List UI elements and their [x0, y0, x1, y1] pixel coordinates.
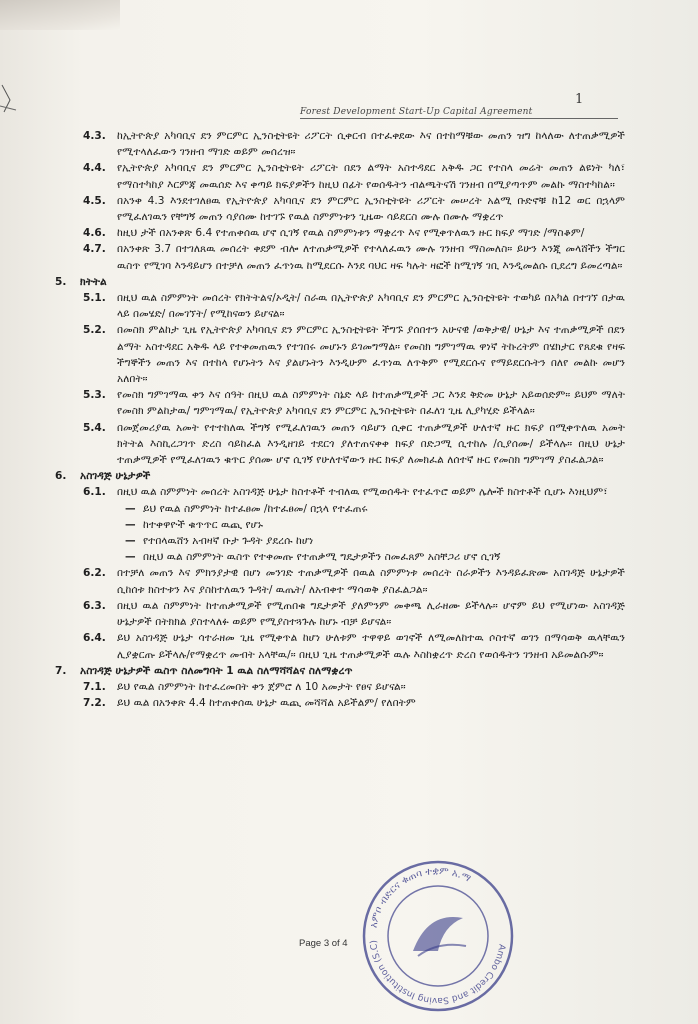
document-body — [55, 128, 625, 711]
clause-text: አስገዳጅ ሁኔታዎች — [80, 470, 151, 483]
clause-item — [55, 565, 625, 597]
page-fold — [0, 0, 120, 30]
bullet-dash: — — [125, 502, 136, 515]
clause-number: 6.1. — [83, 486, 106, 499]
clause-text: አስገዳጅ ሁኔታዎች ዉስጥ ስለመግባት 1 ዉል ስለማሻሻልና ስለማቋረጥ — [80, 664, 353, 677]
clause-number: 6. — [55, 470, 67, 483]
bullet-text: የተበላዉሸን አብዛኛ ቡታ ጉዳት ያደረሱ ከሆነ — [143, 535, 314, 548]
bullet-item — [55, 517, 625, 533]
clause-text: ይህ ዉል በአንቀጽ 4.4 ከተጠቀሰዉ ሁኔታ ዉጪ መሻሻል አይችልም/ የለበትም — [117, 697, 416, 710]
clause-item — [55, 420, 625, 469]
clause-text: በመጀመሪያዉ አመት የተተከለዉ ችግኝ የሚፈለገዉን መጠን ሳይሆን ሲቀር ተጠቃሚዎች ሁለተኛ ዙር ክፍያ በሚቀጥለዉ አመት ክትትል እስኪረጋገጥ ድረስ ሳይከፈል እንዲዘገይ ተደርጎ ያለተጠናቀቀ ክፍያ በድጋሚ ሲተከሉ /ሲያሰሙ/ ይችላሉ። በዚህ ሁኔታ ተጠቃሚዎች የሚፈለገዉን ቁጥር ያሰሙ ሆኖ ሲገኝ የሁለተኛውን ዙር ክፍያ ለመክፈል ለሰተኛ ዙር የመስክ ግምገማ ያስፈልጋል። — [117, 421, 625, 467]
clause-item — [55, 225, 625, 241]
clause-item — [55, 387, 625, 419]
clause-text: የኢትዮጵያ አካባቢና ደን ምርምር ኢንስቲትዩት ሪፖርት በደን ልማት አስተዳደር አቅዱ ጋር የተስላ መሬት መጠን ልዩነት ካለ፣ የማስተካከያ እርምጃ መዉሰድ እና ቀጣይ ክፍያዎችን ከዚህ በፊት የወሰዱትን ብልጫትናሽ ገንዘብ በሚያጣጥም መልኩ ማስተካከል። — [117, 162, 625, 191]
bullet-dash: — — [125, 535, 136, 548]
top-page-number: 1 — [575, 92, 584, 107]
clause-text: በአንቀጽ 3.7 በተገለጸዉ መሰረት ቀደም ብሎ ለተጠቃሚዎች የተላለፈዉን ሙሉ ገንዘብ ማስመለስ። ይሁን እንጂ መላሸችን ችግር ዉስጥ የሚገባ እንዳይሆን በተቻለ መጠን ፈጥነዉ ከሚደርሱ እንደ ባህር ዛፍ ካሉት ዛፎች ከሚገኝ ገቢ እንዲመልሱ ቢደረግ ይመረጣል። — [117, 243, 625, 272]
clause-item — [55, 484, 625, 500]
clause-text: ይህ የዉል ስምምነት ከተፈረመበት ቀን ጀምሮ ለ 10 አመታት የፀና ይሆናል። — [117, 680, 406, 693]
clause-text: በተቻለ መጠን እና ምክንያታዊ በሆነ መንገድ ተጠቃሚዎች በዉል ስምምነቱ መሰረት ስራዎችን እንዳይፈጽሙ አስገዳጅ ሁኔታዎች ሲከሰቱ ክስተቱን እና ያስከተለዉን ጉዳት/ ዉጤት/ ለአብቀተ ማሳወቅ ያስፈልጋል። — [117, 567, 625, 596]
stamp-ring-text: አምቦ ብድርና ቁጠባ ተቋም አ.ማ — [368, 865, 473, 929]
page-footer: Page 3 of 4 — [299, 938, 348, 949]
bullet-text: ይህ የዉል ስምምነት ከተፈፀመ /ከተፈፀመ/ በኋላ የተፈጠሩ — [143, 502, 368, 515]
bullet-item — [55, 549, 625, 565]
bullet-dash: — — [125, 518, 136, 531]
clause-number: 4.4. — [83, 162, 106, 175]
clause-item — [55, 322, 625, 387]
clause-number: 6.2. — [83, 567, 106, 580]
clause-number: 4.7. — [83, 243, 106, 256]
bullet-text: ከተቀዋዮች ቁጥጥር ዉጪ የሆኑ — [143, 518, 264, 531]
clause-text: በዚህ ዉል ስምምነት መሰረት አስገዳጅ ሁኔታ ከስተቶች ተብለዉ የሚወሰዱት የተፈጥሮ ወይም ሌሎች ክስተቶች ሲሆኑ እነዚህም፣ — [117, 486, 608, 499]
clause-text: የመስክ ግምገማዉ ቀን እና ሰዓት በዚህ ዉል ስምምነት ስኔድ ላይ ከተጠቃሚዎች ጋር እንደ ቅድመ ሁኔታ አይወሰድም። ይህም ማለት የመስክ ምልከታዉ/ ግምገማዉ/ የኢትዮጵያ አካባቢና ደን ምርምር ኢንስቲትዩት በፈለገ ጊዜ ሊያካሂድ ይችላል። — [117, 389, 625, 418]
clause-text: ክትትል — [80, 275, 107, 288]
clause-number: 4.6. — [83, 227, 106, 240]
clause-number: 4.3. — [83, 130, 106, 142]
bullet-item — [55, 501, 625, 517]
clause-number: 5.3. — [83, 389, 106, 402]
clause-number: 7. — [55, 664, 67, 677]
clause-item — [55, 241, 625, 273]
clause-item — [55, 128, 625, 160]
clause-number: 5.2. — [83, 324, 106, 337]
clause-text: በአንቀ 4.3 እንደተገለፀዉ የኢትዮጵያ አካባቢና ደን ምርምር ኢንስቲትዩት ሪፖርት መሠረት አልሚ ቡድኖቹ ከ12 ወር በኋላም የሚፈለገዉን የቸግኝ መጠን ሳያሰሙ ከተገኙ የዉል ስምምነቱን ጊዜው ሳይደርስ ሙሉ በሙሉ ማቋረጥ — [117, 194, 625, 224]
section-heading — [55, 663, 625, 679]
clause-item — [55, 598, 625, 630]
clause-item — [55, 290, 625, 322]
clause-item — [55, 630, 625, 662]
clause-text: በዚህ ዉል ስምምነት ከተጠቃሚዎች የሚጠበቁ ግዴታዎች ያለምንም መቀጫ ሊራዘሙ ይችላሉ። ሆኖም ይህ የሚሆነው አስገዳጅ ሁኔታዎች በትክክል ያስተላለፉ ወይም የሚያስተጓጉሉ ከሆኑ ብቻ ይሆናል። — [117, 599, 625, 629]
clause-number: 5.4. — [83, 421, 106, 434]
clause-text: በመስክ ምልከታ ጊዜ የኢትዮጵያ አካባቢና ደን ምርምር ኢንስቲትዩት ችግኙ ያሰበተን አሁናዊ /ወቅታዊ/ ሁኔታ እና ተጠቃሚዎች በደን ልማት አስተዳደር አቅዱ ላይ የተቀመጠዉን የተገበሩ መሆኑን ይገመግማል። የመስክ ግምገማዉ ዋነኛ ትኩረትም በሄክታር የጸደቁ የዛፍ ችግኞችን መጠን እና በተከላ የሆኑትን እና ያልሆኑትን እንዲሁም ፈጥነዉ ለጥቅም የሚደርሱና የማይደርሱትን በለየ መልኩ መሆን አለበት። — [117, 324, 625, 386]
institution-stamp — [358, 856, 518, 1016]
section-heading — [55, 468, 625, 484]
clause-item — [55, 160, 625, 192]
clause-text: ከዚህ ታች በአንቀጽ 6.4 የተጠቀሰዉ ሆኖ ሲገኝ የዉል ስምምነቱን ማቋረጥ እና የሚቀጥለዉን ዙር ክፍያ ማገድ /ማስቆም/ — [117, 227, 585, 240]
clause-text: ይህ አስገዳጅ ሁኔታ ሳተራዘመ ጊዜ የሚቀጥል ከሆነ ሁለቱም ተዋዋይ ወገኖች ለሚመለከተዉ ሶስተኛ ወገን በማሳወቅ ዉላቸዉን ሊያቋርጡ ይችላሉ/የማቋረጥ መብት አላቸዉ/። በዚህ ጊዜ ተጠቃሚዎች ዉሉ እስከቋረጥ ድረስ የወሰዱትን ገንዘብ አይመልሱም። — [117, 632, 625, 661]
clause-item — [55, 193, 625, 225]
bullet-item — [55, 533, 625, 549]
clause-number: 6.3. — [83, 599, 106, 612]
clause-number: 4.5. — [83, 194, 106, 207]
section-heading — [55, 274, 625, 290]
running-header: Forest Development Start-Up Capital Agreement — [300, 107, 533, 117]
clause-number: 7.1. — [83, 680, 106, 693]
pen-mark — [0, 80, 20, 120]
clause-number: 6.4. — [83, 632, 106, 645]
stamp-ring-text-en: Ambo Credit and Saving Institution (S.C) — [369, 939, 507, 1006]
clause-item — [55, 679, 625, 695]
clause-number: 5. — [55, 275, 67, 288]
bullet-text: በዚህ ዉል ስምምነት ዉስጥ የተቀመጡ የተጠቃሚ ግዴታዎችን ስመፈጸም አስቸጋሪ ሆኖ ሲገኝ — [143, 551, 501, 564]
bullet-dash: — — [125, 551, 136, 564]
clause-number: 5.1. — [83, 292, 106, 305]
clause-text: በዚህ ዉል ስምምነት መሰረት የክትትልና/ኦዲት/ ስራዉ በኢትዮጵያ አካባቢና ደን ምርምር ኢንስቲትዩት ተወካይ በአካል በተገኘ በታዉ ላይ በመሄድ/ በመገኘት/ የሚከናወን ይሆናል። — [117, 292, 625, 321]
clause-text: ከኢትዮጵያ አካባቢና ደን ምርምር ኢንስቲትዩት ሪፖርት ሲቀርብ በተፈቀደው እና በተከማቹው መጠን ዝግ ከላለው ለተጠቃሚዎች የሚተላለፈውን ገንዘብ ማገድ ወይም መሰረዝ። — [117, 130, 625, 159]
header-rule — [300, 118, 618, 119]
clause-item — [55, 695, 625, 711]
clause-number: 7.2. — [83, 697, 106, 710]
